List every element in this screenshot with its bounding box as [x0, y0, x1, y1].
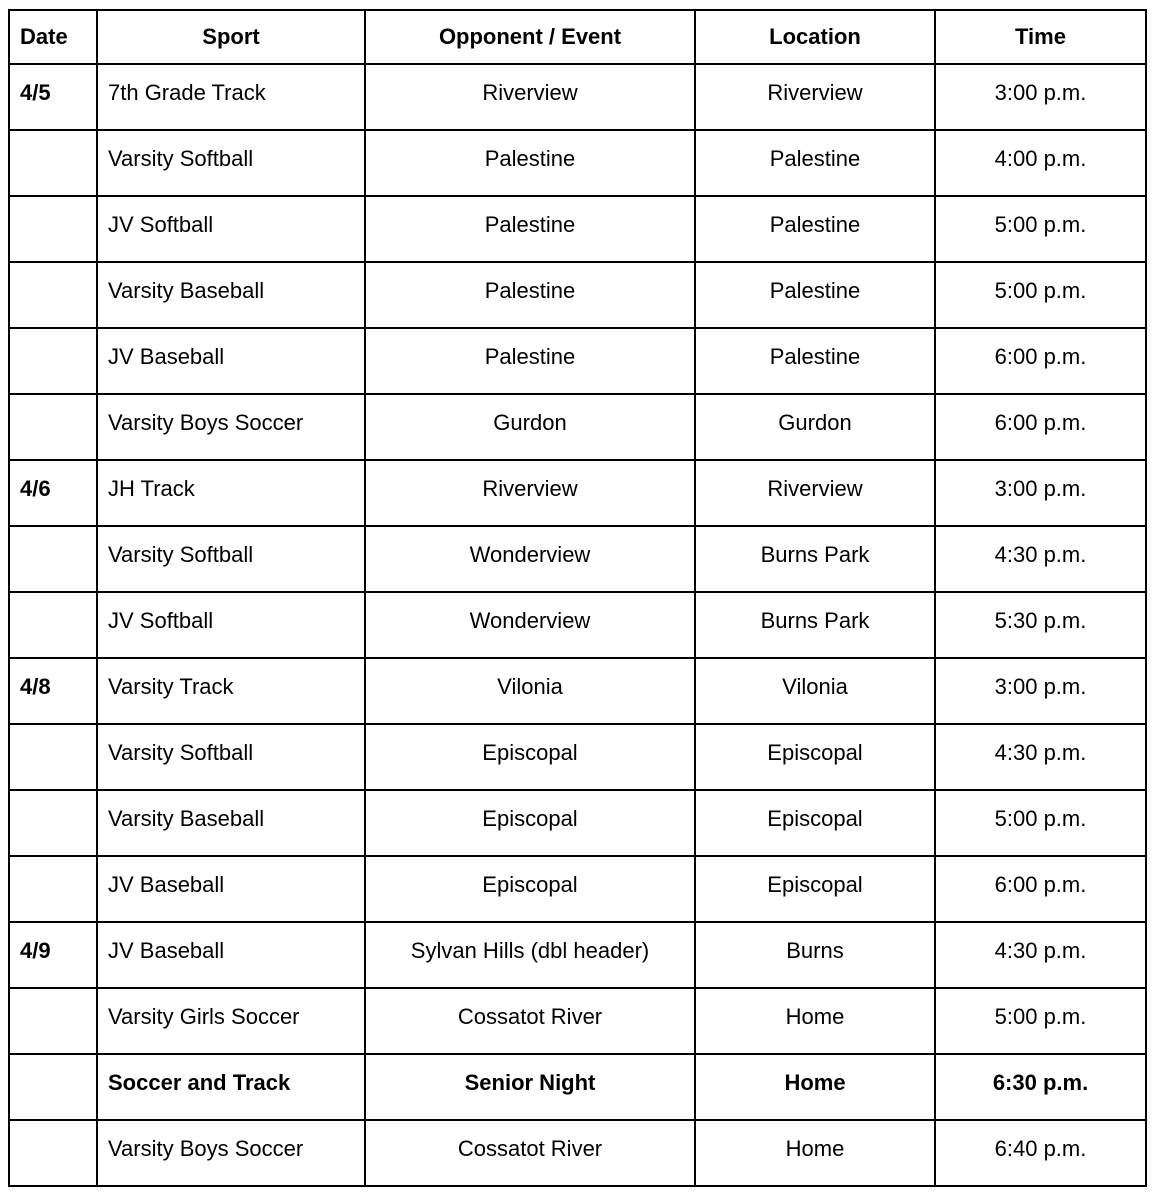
- cell-opponent: Palestine: [365, 328, 695, 394]
- cell-date: 4/5: [9, 64, 97, 130]
- cell-location: Palestine: [695, 328, 935, 394]
- table-row: [9, 328, 1146, 394]
- cell-opponent: Palestine: [365, 262, 695, 328]
- cell-date: 4/9: [9, 922, 97, 988]
- cell-time: 3:00 p.m.: [935, 64, 1146, 130]
- table-row: [9, 460, 1146, 526]
- cell-opponent: Riverview: [365, 64, 695, 130]
- cell-time: 5:00 p.m.: [935, 262, 1146, 328]
- cell-time: 6:00 p.m.: [935, 856, 1146, 922]
- cell-date: [9, 196, 97, 262]
- cell-opponent: Gurdon: [365, 394, 695, 460]
- cell-opponent: Sylvan Hills (dbl header): [365, 922, 695, 988]
- cell-date: [9, 1120, 97, 1186]
- cell-sport: Varsity Softball: [97, 130, 365, 196]
- cell-opponent: Palestine: [365, 196, 695, 262]
- table-row: [9, 1120, 1146, 1186]
- cell-opponent: Wonderview: [365, 526, 695, 592]
- cell-sport: Soccer and Track: [97, 1054, 365, 1120]
- cell-date: [9, 262, 97, 328]
- table-row: [9, 1054, 1146, 1120]
- table-row: [9, 988, 1146, 1054]
- cell-time: 3:00 p.m.: [935, 460, 1146, 526]
- table-row: [9, 196, 1146, 262]
- cell-location: Vilonia: [695, 658, 935, 724]
- table-row: [9, 592, 1146, 658]
- cell-time: 6:30 p.m.: [935, 1054, 1146, 1120]
- cell-location: Palestine: [695, 130, 935, 196]
- cell-sport: JH Track: [97, 460, 365, 526]
- cell-time: 6:00 p.m.: [935, 394, 1146, 460]
- cell-opponent: Riverview: [365, 460, 695, 526]
- cell-location: Palestine: [695, 262, 935, 328]
- cell-time: 5:00 p.m.: [935, 790, 1146, 856]
- cell-sport: Varsity Baseball: [97, 790, 365, 856]
- cell-opponent: Episcopal: [365, 724, 695, 790]
- cell-date: [9, 526, 97, 592]
- table-row: [9, 856, 1146, 922]
- cell-opponent: Cossatot River: [365, 988, 695, 1054]
- cell-date: [9, 328, 97, 394]
- table-row: [9, 724, 1146, 790]
- schedule-table: [8, 9, 1147, 1187]
- cell-sport: Varsity Softball: [97, 526, 365, 592]
- cell-time: 3:00 p.m.: [935, 658, 1146, 724]
- cell-sport: Varsity Boys Soccer: [97, 1120, 365, 1186]
- cell-location: Burns: [695, 922, 935, 988]
- table-row: [9, 922, 1146, 988]
- cell-date: [9, 394, 97, 460]
- cell-date: [9, 592, 97, 658]
- cell-opponent: Cossatot River: [365, 1120, 695, 1186]
- table-row: [9, 130, 1146, 196]
- cell-opponent: Episcopal: [365, 856, 695, 922]
- table-row: [9, 526, 1146, 592]
- header-date: Date: [9, 10, 97, 64]
- cell-location: Episcopal: [695, 856, 935, 922]
- cell-opponent: Senior Night: [365, 1054, 695, 1120]
- header-location: Location: [695, 10, 935, 64]
- schedule-body: [9, 64, 1146, 1186]
- cell-time: 4:00 p.m.: [935, 130, 1146, 196]
- cell-time: 5:30 p.m.: [935, 592, 1146, 658]
- header-opponent: Opponent / Event: [365, 10, 695, 64]
- cell-location: Burns Park: [695, 526, 935, 592]
- cell-location: Riverview: [695, 460, 935, 526]
- cell-sport: JV Baseball: [97, 856, 365, 922]
- cell-opponent: Wonderview: [365, 592, 695, 658]
- cell-sport: JV Baseball: [97, 328, 365, 394]
- cell-time: 6:40 p.m.: [935, 1120, 1146, 1186]
- cell-location: Home: [695, 988, 935, 1054]
- cell-time: 5:00 p.m.: [935, 196, 1146, 262]
- cell-location: Gurdon: [695, 394, 935, 460]
- table-row: [9, 64, 1146, 130]
- table-row: [9, 790, 1146, 856]
- cell-location: Palestine: [695, 196, 935, 262]
- cell-sport: JV Baseball: [97, 922, 365, 988]
- cell-sport: Varsity Boys Soccer: [97, 394, 365, 460]
- cell-sport: Varsity Track: [97, 658, 365, 724]
- cell-date: [9, 130, 97, 196]
- cell-date: [9, 988, 97, 1054]
- cell-location: Riverview: [695, 64, 935, 130]
- cell-time: 6:00 p.m.: [935, 328, 1146, 394]
- cell-location: Burns Park: [695, 592, 935, 658]
- cell-sport: Varsity Girls Soccer: [97, 988, 365, 1054]
- cell-opponent: Vilonia: [365, 658, 695, 724]
- table-row: [9, 262, 1146, 328]
- cell-time: 4:30 p.m.: [935, 922, 1146, 988]
- cell-date: [9, 724, 97, 790]
- cell-location: Home: [695, 1054, 935, 1120]
- cell-sport: JV Softball: [97, 196, 365, 262]
- cell-date: 4/6: [9, 460, 97, 526]
- cell-date: 4/8: [9, 658, 97, 724]
- cell-time: 4:30 p.m.: [935, 526, 1146, 592]
- cell-date: [9, 790, 97, 856]
- cell-sport: Varsity Baseball: [97, 262, 365, 328]
- header-time: Time: [935, 10, 1146, 64]
- cell-time: 4:30 p.m.: [935, 724, 1146, 790]
- table-row: [9, 658, 1146, 724]
- cell-opponent: Episcopal: [365, 790, 695, 856]
- table-row: [9, 394, 1146, 460]
- cell-location: Episcopal: [695, 790, 935, 856]
- cell-location: Home: [695, 1120, 935, 1186]
- cell-date: [9, 856, 97, 922]
- cell-sport: 7th Grade Track: [97, 64, 365, 130]
- cell-date: [9, 1054, 97, 1120]
- cell-opponent: Palestine: [365, 130, 695, 196]
- header-sport: Sport: [97, 10, 365, 64]
- cell-sport: JV Softball: [97, 592, 365, 658]
- cell-location: Episcopal: [695, 724, 935, 790]
- header-row: [9, 10, 1146, 64]
- cell-time: 5:00 p.m.: [935, 988, 1146, 1054]
- cell-sport: Varsity Softball: [97, 724, 365, 790]
